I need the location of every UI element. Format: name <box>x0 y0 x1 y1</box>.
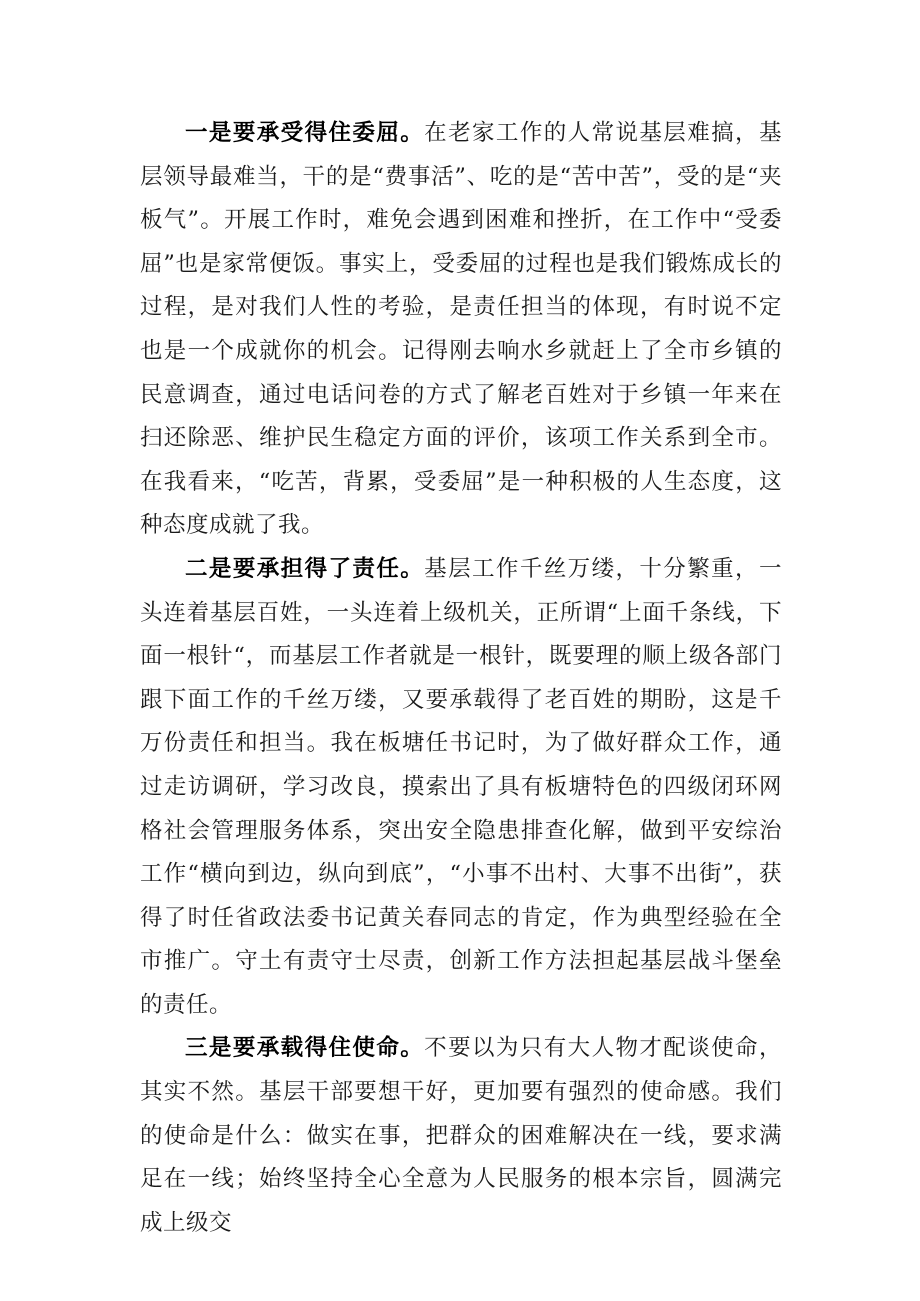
paragraph-3-heading: 三是要承载得住使命。 <box>185 1035 425 1062</box>
paragraph-2-body: 基层工作千丝万缕，十分繁重，一头连着基层百姓，一头连着上级机关，正所谓“上面千条线，下面一根针“，而基层工作者就是一根针，既要理的顺上级各部门跟下面工作的千丝万缕，又要承载得了老百姓的期盼，这是千万份责任和担当。我在板塘任书记时，为了做好群众工作，通过走访调研，学习改良，摸索出了具有板塘特色的四级闭环网格社会管理服务体系，突出安全隐患排查化解，做到平安综治工作“横向到边，纵向到底”，“小事不出村、大事不出街”，获得了时任省政法委书记黄关春同志的肯定，作为典型经验在全市推广。守土有责守士尽责，创新工作方法担起基层战斗堡垒的责任。 <box>140 555 782 1018</box>
paragraph-2-heading: 二是要承担得了责任。 <box>185 555 425 582</box>
paragraph-1-heading: 一是要承受得住委屈。 <box>185 120 425 146</box>
paragraph-3 <box>140 1027 782 1245</box>
document-page <box>140 112 782 1245</box>
paragraph-3-body: 不要以为只有大人物才配谈使命，其实不然。基层干部要想干好，更加要有强烈的使命感。我们的使命是什么：做实在事，把群众的困难解决在一线，要求满足在一线；始终坚持全心全意为人民服务的根本宗旨，圆满完成上级交 <box>140 1035 782 1236</box>
paragraph-2 <box>140 548 782 1028</box>
paragraph-1 <box>140 112 782 548</box>
paragraph-1-body: 在老家工作的人常说基层难搞，基层领导最难当，干的是“费事活”、吃的是“苦中苦”，受的是“夹板气”。开展工作时，难免会遇到困难和挫折，在工作中“受委屈”也是家常便饭。事实上，受委屈的过程也是我们锻炼成长的过程，是对我们人性的考验，是责任担当的体现，有时说不定也是一个成就你的机会。记得刚去响水乡就赶上了全市乡镇的民意调查，通过电话问卷的方式了解老百姓对于乡镇一年来在扫还除恶、维护民生稳定方面的评价，该项工作关系到全市。在我看来，“吃苦，背累，受委屈”是一种积极的人生态度，这种态度成就了我。 <box>140 120 782 539</box>
